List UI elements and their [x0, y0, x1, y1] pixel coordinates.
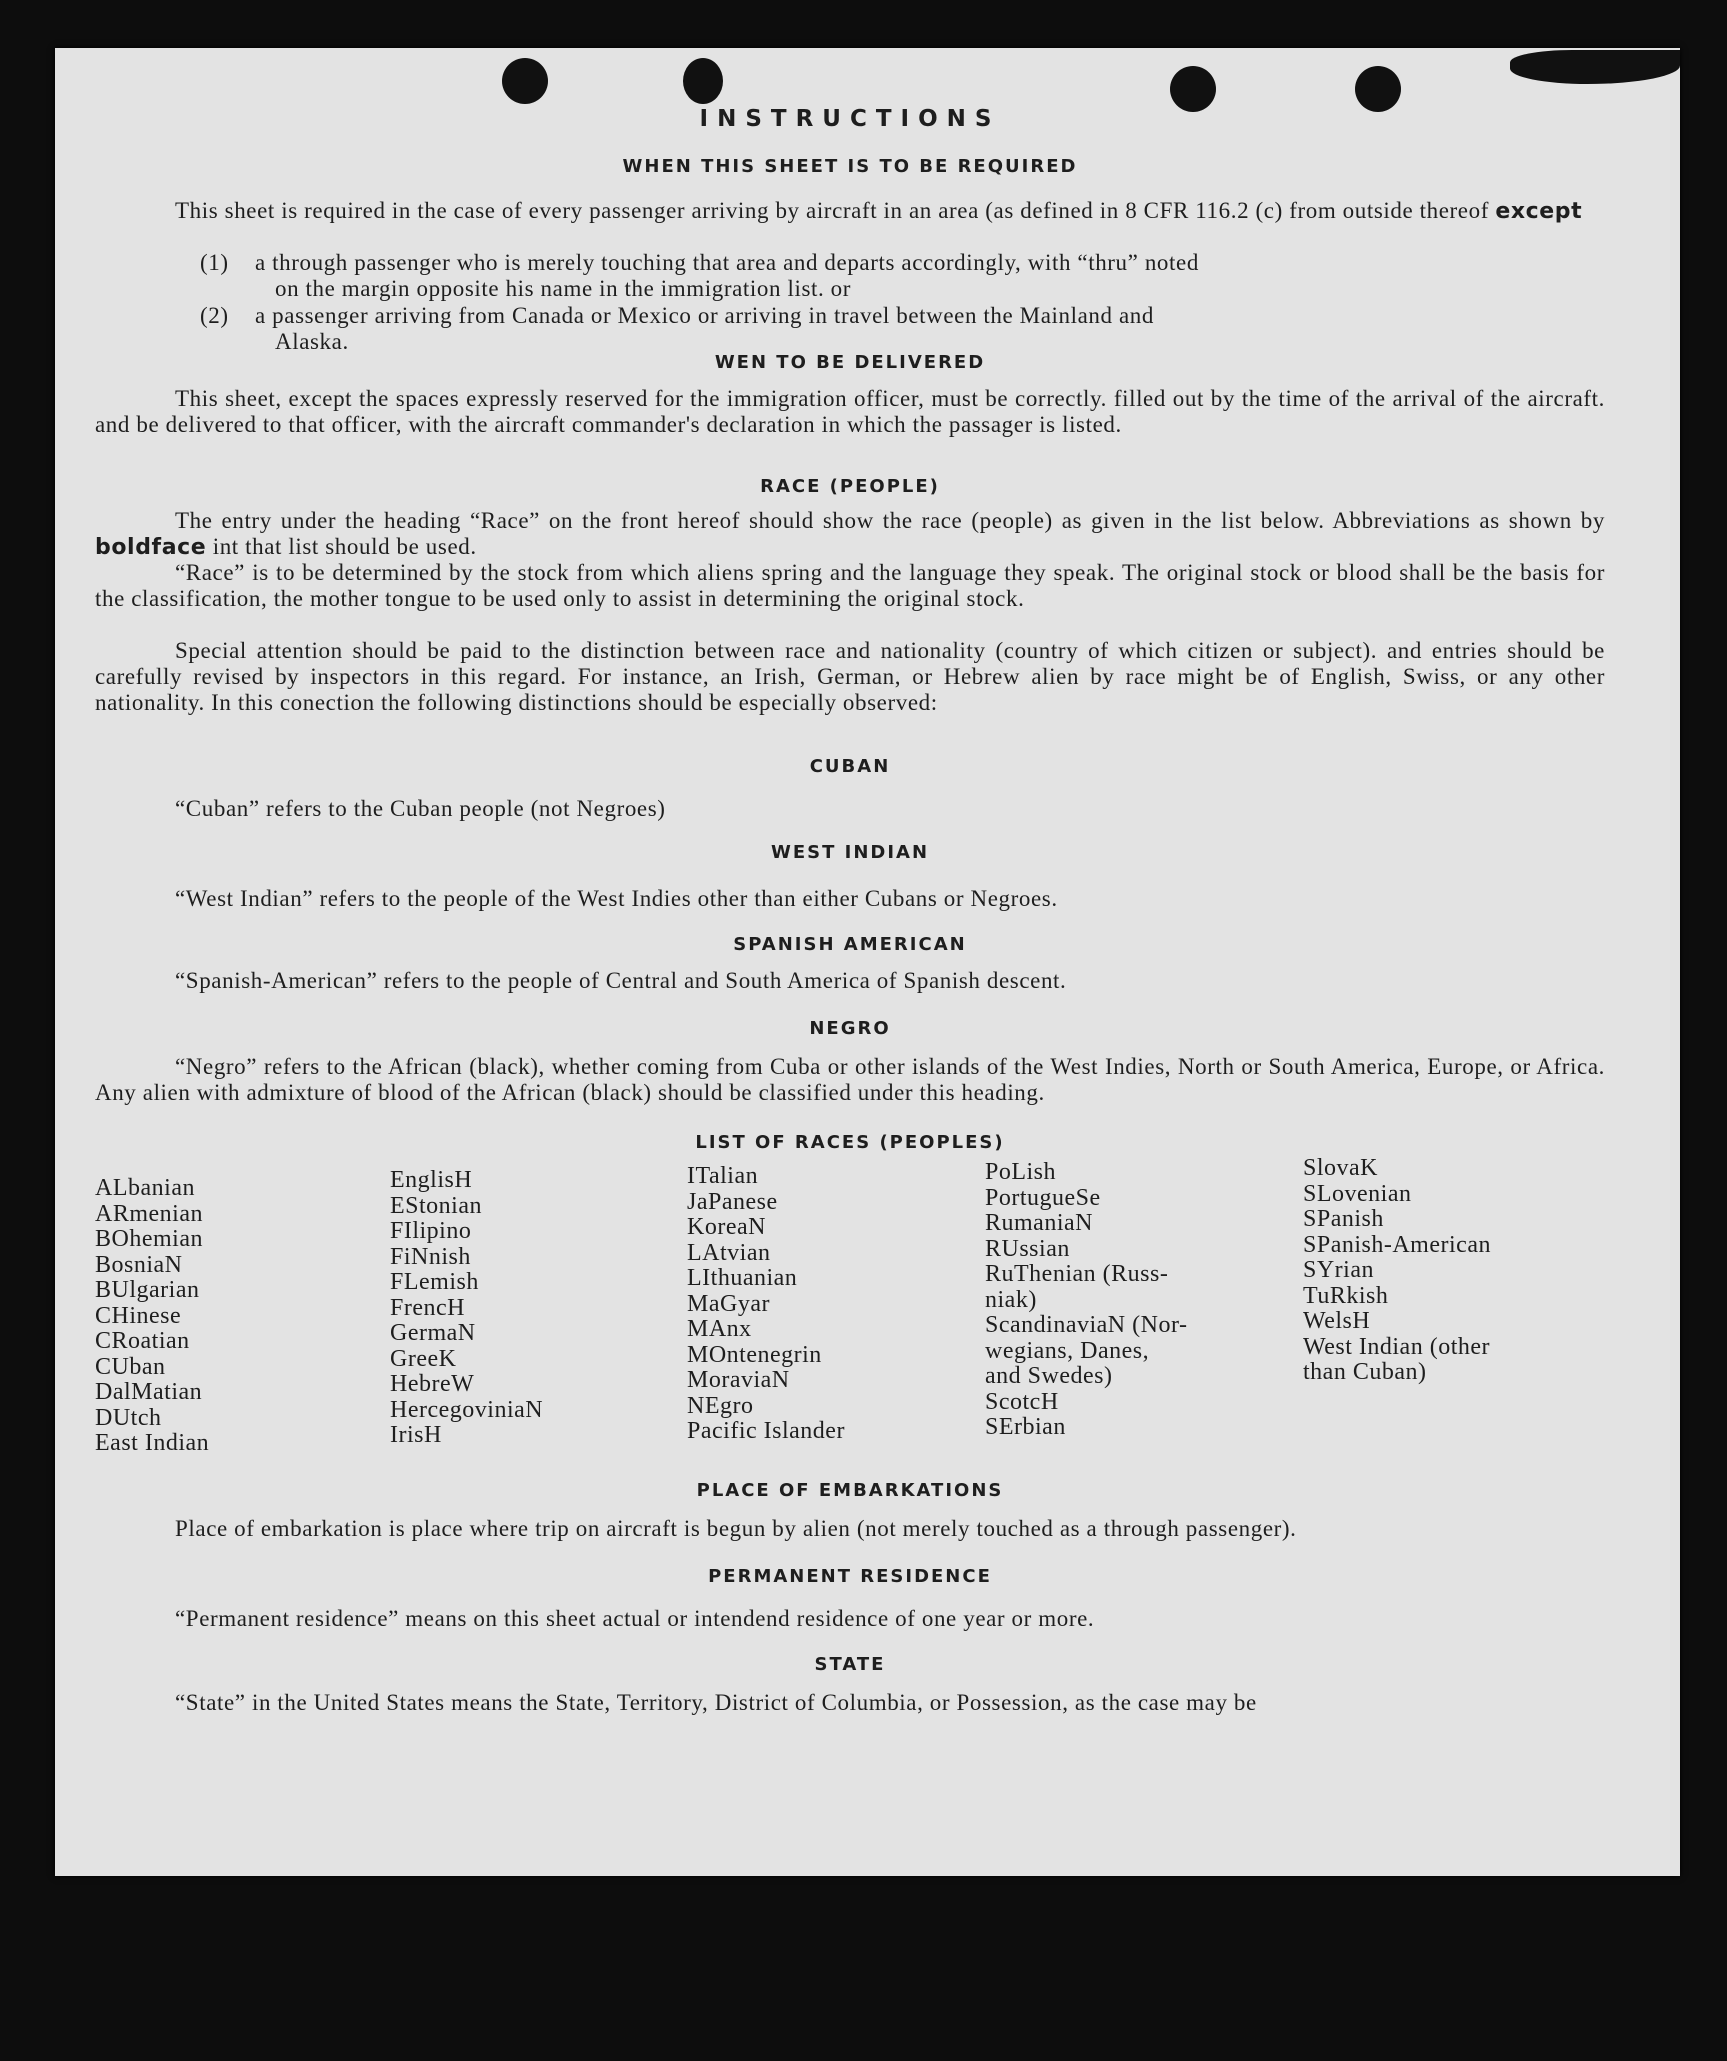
document-page — [55, 48, 1680, 1876]
race-entry: BOhemian — [95, 1226, 203, 1252]
place-of-embarkation-text: Place of embarkation is place where trip on aircraft is begun by alien (not merely touched as a through passenger). — [175, 1516, 1297, 1541]
race-entry: DUtch — [95, 1404, 162, 1431]
race-entry: EnglisH — [390, 1167, 473, 1193]
ink-blot — [1510, 50, 1680, 84]
race-paragraph-1: The entry under the heading “Race” on the front hereof should show the race (people) as given in the list below. Abbreviations as shown by boldface int that list should be used. — [95, 508, 1605, 560]
race-entry: ALbanian — [95, 1175, 195, 1201]
heading-negro: NEGRO — [809, 1018, 891, 1039]
boldface-word: boldface — [95, 535, 207, 560]
when-required-intro: This sheet is required in the case of every passenger arriving by aircraft in an area (as defined in 8 CFR 116.2 (c) from outside thereof except — [175, 198, 1583, 224]
spanish-american-text: “Spanish-American” refers to the people of Central and South America of Spanish descent. — [175, 968, 1067, 993]
race-entry: SYrian — [1303, 1257, 1374, 1283]
race-entry: MaGyar — [687, 1290, 770, 1317]
race-entry: Pacific Islander — [687, 1418, 845, 1444]
race-entry: HebreW — [390, 1371, 475, 1397]
races-column-1 — [95, 1176, 209, 1457]
permanent-residence-text: “Permanent residence” means on this sheet actual or intendend residence of one year or more. — [175, 1606, 1095, 1631]
race-entry: ITalian — [687, 1163, 759, 1189]
race-entry: ScandinaviaN (Nor- wegians, Danes, and Swedes) — [985, 1312, 1188, 1389]
punch-hole — [683, 58, 723, 104]
races-column-3 — [687, 1164, 845, 1445]
heading-race: RACE (PEOPLE) — [760, 476, 940, 497]
race-entry: FrencH — [390, 1294, 465, 1321]
exception-item-1: (1) a through passenger who is merely touching that area and departs accordingly, with “thru” noted on the margin opposite his name in the immigration list. or — [200, 250, 1199, 301]
race-entry: RUssian — [985, 1235, 1070, 1262]
punch-hole — [502, 58, 548, 104]
heading-west-indian: WEST INDIAN — [770, 842, 930, 863]
race-entry: West Indian (other than Cuban) — [1303, 1333, 1491, 1385]
race-entry: ScotcH — [985, 1388, 1059, 1415]
race-entry: JaPanese — [687, 1188, 778, 1215]
race-entry: SlovaK — [1303, 1155, 1378, 1181]
race-entry: GreeK — [390, 1345, 457, 1372]
race-entry: FIlipino — [390, 1218, 472, 1244]
west-indian-text: “West Indian” refers to the people of the West Indies other than either Cubans or Negroes. — [175, 886, 1058, 911]
cuban-text: “Cuban” refers to the Cuban people (not Negroes) — [175, 796, 666, 821]
heading-when-required: WHEN THIS SHEET IS TO BE REQUIRED — [622, 156, 1078, 177]
heading-place-of-embarkation: PLACE OF EMBARKATIONS — [696, 1480, 1004, 1501]
race-entry: SPanish — [1303, 1206, 1384, 1232]
races-column-4 — [985, 1160, 1187, 1441]
heading-when-delivered: WEN TO BE DELIVERED — [714, 352, 986, 373]
race-entry: MoraviaN — [687, 1367, 790, 1393]
race-entry: FLemish — [390, 1269, 479, 1295]
race-entry: BosniaN — [95, 1251, 183, 1278]
race-entry: CHinese — [95, 1302, 182, 1329]
race-entry: SPanish-American — [1303, 1231, 1491, 1258]
negro-text: “Negro” refers to the African (black), whether coming from Cuba or other islands of the West Indies, North or South America, Europe, or Africa. Any alien with admixture of blood of the African (black) should be classified under this heading. — [95, 1054, 1605, 1105]
page-title: INSTRUCTIONS — [699, 106, 1001, 132]
when-delivered-text: This sheet, except the spaces expressly reserved for the immigration officer, must be correctly. filled out by the time of the arrival of the aircraft. and be delivered to that officer, with the aircraft commander's declaration in which the passager is listed. — [95, 386, 1605, 437]
heading-list-of-races: LIST OF RACES (PEOPLES) — [695, 1132, 1005, 1153]
race-entry: TuRkish — [1303, 1282, 1389, 1309]
race-paragraph-2: “Race” is to be determined by the stock from which aliens spring and the language they speak. The original stock or blood shall be the basis for the classification, the mother tongue to be used only to assist in determining the original stock. — [95, 560, 1605, 611]
race-entry: SErbian — [985, 1414, 1066, 1440]
race-entry: WelsH — [1303, 1308, 1371, 1334]
exception-item-2: (2) a passenger arriving from Canada or Mexico or arriving in travel between the Mainland and Alaska. — [200, 303, 1154, 354]
race-entry: DalMatian — [95, 1379, 203, 1405]
state-text: “State” in the United States means the State, Territory, District of Columbia, or Possession, as the case may be — [175, 1690, 1257, 1715]
race-entry: PoLish — [985, 1159, 1057, 1185]
race-entry: KoreaN — [687, 1214, 766, 1240]
race-entry: CUban — [95, 1353, 166, 1380]
race-entry: PortugueSe — [985, 1184, 1101, 1211]
race-entry: MAnx — [687, 1316, 752, 1342]
race-entry: NEgro — [687, 1392, 754, 1419]
heading-spanish-american: SPANISH AMERICAN — [733, 934, 967, 955]
race-entry: GermaN — [390, 1320, 476, 1346]
race-entry: MOntenegrin — [687, 1341, 822, 1368]
races-column-2 — [390, 1168, 543, 1449]
race-entry: LAtvian — [687, 1239, 771, 1266]
heading-permanent-residence: PERMANENT RESIDENCE — [708, 1566, 992, 1587]
races-column-5 — [1303, 1156, 1491, 1386]
race-entry: EStonian — [390, 1192, 482, 1219]
except-word: except — [1495, 199, 1583, 224]
race-paragraph-3: Special attention should be paid to the distinction between race and nationality (country of which citizen or subject). and entries should be carefully revised by inspectors in this regard. For instance, an Irish, German, or Hebrew alien by race might be of English, Swiss, or any other nationality. In this conection the following distinctions should be especially observed: — [95, 638, 1605, 715]
race-entry: LIthuanian — [687, 1265, 798, 1291]
race-entry: ARmenian — [95, 1200, 203, 1227]
race-entry: FiNnish — [390, 1243, 471, 1270]
race-entry: East Indian — [95, 1430, 210, 1456]
race-entry: IrisH — [390, 1422, 442, 1448]
race-entry: RuThenian (Russ- niak) — [985, 1261, 1169, 1313]
race-entry: RumaniaN — [985, 1210, 1093, 1236]
heading-state: STATE — [814, 1654, 886, 1675]
race-entry: CRoatian — [95, 1328, 190, 1354]
race-entry: HercegoviniaN — [390, 1396, 544, 1423]
race-entry: BUlgarian — [95, 1277, 200, 1303]
race-entry: SLovenian — [1303, 1180, 1412, 1207]
heading-cuban: CUBAN — [809, 756, 891, 777]
